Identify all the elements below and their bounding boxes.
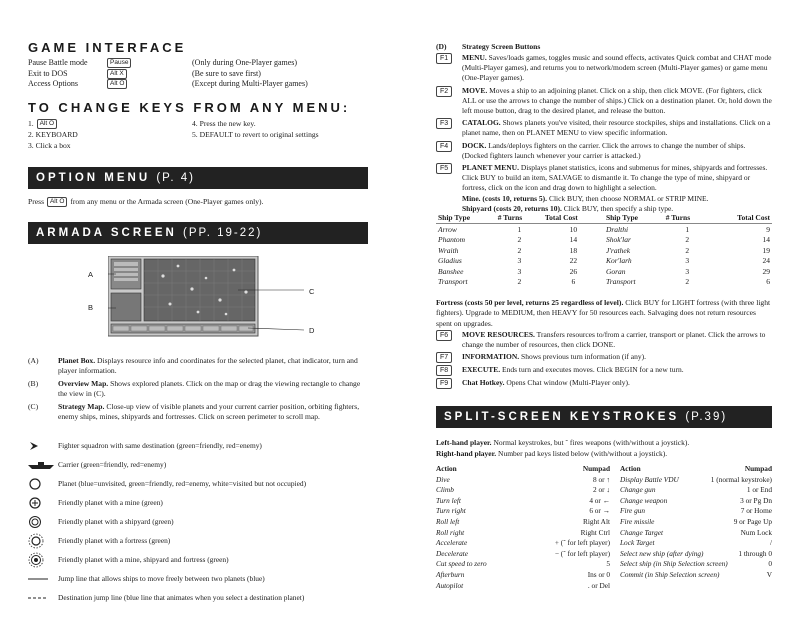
gi-note: (Except during Multi-Player games) — [192, 79, 308, 89]
ship-table-cell: 10 — [569, 224, 578, 234]
keystroke-value: 7 or Home — [740, 506, 772, 516]
diagram-label-a: A — [88, 270, 94, 279]
right-player-line: Right-hand player. Number pad keys listed below (with/without a joystick). — [436, 448, 668, 458]
keystroke-row — [436, 549, 610, 560]
keystroke-action: Display Battle VDU — [620, 474, 679, 484]
keystroke-value: V — [766, 569, 772, 579]
keystroke-left-header: Action Numpad — [436, 464, 610, 473]
keystroke-row — [620, 517, 772, 528]
legend-item: Friendly planet with a shipyard (green) — [28, 512, 368, 531]
change-keys-step5: 5. DEFAULT to revert to original settings — [192, 130, 319, 139]
alt-o-key: Alt O — [47, 197, 67, 207]
keystroke-value: / — [769, 538, 772, 548]
gi-note: (Be sure to save first) — [192, 68, 261, 78]
armada-item-b: (B) Overview Map. Shows explored planets. Click on the map or drag the viewing rectangle to change the view in (C). — [28, 378, 361, 399]
keystroke-action: Fire missile — [620, 516, 655, 526]
fighter-squadron-icon — [28, 441, 42, 451]
ship-table-cell: 14 — [569, 235, 578, 245]
keystroke-value: 0 — [768, 559, 772, 569]
fortress-text: Fortress (costs 50 per level, returns 25 regardless of level). Click BUY for LIGHT fortress (with three light fighters). Upgrade to MEDIUM, then HEAVY for 50 resources each. Salvaging does not return resources spent on upgrades. — [436, 298, 771, 328]
ship-table-row — [436, 277, 772, 288]
change-keys-step2: 2. KEYBOARD — [28, 130, 78, 140]
option-menu-title: OPTION MENU — [36, 172, 151, 184]
ship-table-cell: 29 — [762, 266, 770, 276]
keystroke-row — [436, 528, 610, 539]
ship-table-cell: J'rathek — [605, 245, 631, 255]
ship-table-cell: Transport — [605, 277, 636, 287]
keystroke-action: Change weapon — [620, 495, 668, 505]
keystroke-row — [620, 475, 772, 486]
keystroke-value: 1 or End — [746, 485, 772, 495]
keystroke-value: + (˜ for left player) — [554, 538, 610, 548]
jump-line-icon — [28, 576, 50, 582]
legend-item: Friendly planet with a fortress (green) — [28, 531, 368, 550]
legend-item: Jump line that allows ships to move freely between two planets (blue) — [28, 569, 368, 588]
left-player-line: Left-hand player. Normal keystrokes, but ˜ fires weapons (with/without a joystick). — [436, 438, 690, 447]
keystroke-value: 8 or ↑ — [592, 474, 610, 484]
keystroke-table — [436, 464, 772, 591]
ship-table-cell: Kor'larh — [605, 256, 632, 266]
ship-table-cell: 19 — [762, 245, 770, 255]
keystroke-row — [436, 506, 610, 517]
keystroke-action: Commit (in Ship Selection screen) — [620, 569, 720, 579]
ship-table-cell: 1 — [517, 224, 522, 234]
keystroke-action: Change gun — [620, 485, 656, 495]
ship-table-header: Ship Type # Turns Total Cost Ship Type # Turns Total Cost — [438, 213, 770, 222]
f6-row: F6 MOVE RESOURCES. Transfers resources to/from a carrier, transport or planet. Click the arrows to change the number of resources, then click DONE. — [436, 330, 772, 350]
keystroke-action: Accelerate — [436, 538, 468, 548]
option-menu-page: (P. 4) — [156, 172, 195, 184]
keystroke-action: Decelerate — [436, 548, 469, 558]
f3-key: F3 — [436, 118, 452, 129]
ship-table-cell: 2 — [685, 235, 690, 245]
change-keys-title: TO CHANGE KEYS FROM ANY MENU: — [28, 100, 351, 115]
planet-icon — [28, 477, 42, 491]
option-menu-text: Press Alt O from any menu or the Armada screen (One-Player games only). — [28, 197, 264, 206]
keystroke-action: Dive — [436, 474, 450, 484]
planet-shipyard-icon — [28, 515, 42, 529]
ship-table-cell: 3 — [685, 266, 690, 276]
ship-table-cell: Shok'lar — [605, 235, 631, 245]
armada-screen-header — [28, 222, 368, 244]
keystroke-row — [436, 538, 610, 549]
ship-table-cell: 2 — [517, 277, 522, 287]
f5-row: F5 PLANET MENU. Displays planet statistics, icons and submenus for mines, shipyards and fortresses. Click BUY to build an item, SALVAGE to dismantle it. To change the type of mine, shipyard or fortress, click on the icon and drag down to highlight a selection. Mine. (costs 10, returns 5). Click BUY, then choose NORMAL or STRIP MINE. Shipyard (costs 20, returns 10). Click BUY, then specify a ship type. — [436, 163, 772, 214]
f2-row: F2 MOVE. Moves a ship to an adjoining planet. Click on a ship, then click MOVE. (For fighters, click ALL or use the arrows to change the number of ships.) Click on a destination planet. Or, hold down the left mouse button, drag to the desired planet, and release the button. — [436, 86, 772, 117]
keystroke-row — [620, 496, 772, 507]
ship-table-row — [436, 224, 772, 235]
keystroke-row — [620, 485, 772, 496]
keystroke-row — [436, 581, 610, 592]
ship-table-row — [436, 256, 772, 267]
keystroke-action: Afterburn — [436, 569, 465, 579]
keystroke-value: 4 or ← — [589, 495, 610, 505]
alt-o-key: Alt O — [37, 119, 57, 129]
gi-row — [28, 79, 368, 90]
ship-table-cell: 3 — [517, 266, 522, 276]
ship-table-cell: 2 — [517, 245, 522, 255]
keystroke-value: Right Alt — [583, 516, 610, 526]
armada-item-c: (C) Strategy Map. Close-up view of visible planets and your current carrier position, orbiting fighters, enemy ships, mines, shipyards and fortresses. Click on screen perimeter to scroll map. — [28, 401, 360, 422]
planet-all-icon — [28, 552, 44, 568]
ship-table-cell: Gladius — [438, 256, 462, 266]
keystroke-action: Roll right — [436, 527, 465, 537]
f9-row: F9 Chat Hotkey. Opens Chat window (Multi-Player only). — [436, 378, 772, 389]
ship-table-cell: 9 — [766, 224, 770, 234]
game-interface-title: GAME INTERFACE — [28, 40, 187, 55]
game-interface-section — [28, 40, 368, 90]
keystroke-action: Turn right — [436, 506, 466, 516]
keystroke-value: 2 or ↓ — [592, 485, 610, 495]
keystroke-row — [620, 570, 772, 581]
f8-row: F8 EXECUTE. Ends turn and executes moves. Click BEGIN for a new turn. — [436, 365, 772, 376]
armada-screen-page: (PP. 19-22) — [183, 227, 263, 239]
split-players — [436, 438, 772, 459]
keystroke-row — [620, 506, 772, 517]
destination-line-icon — [28, 595, 50, 601]
keystroke-action: Cut speed to zero — [436, 559, 487, 569]
ship-table-cell: Transport — [438, 277, 468, 287]
keystroke-action: Turn left — [436, 495, 461, 505]
keystroke-value: 9 or Page Up — [733, 516, 772, 526]
diagram-label-c: C — [309, 287, 315, 296]
legend-item: Destination jump line (blue line that animates when you select a destination planet) — [28, 588, 368, 607]
ship-table — [436, 212, 772, 287]
split-screen-title: SPLIT-SCREEN KEYSTROKES — [444, 411, 680, 423]
keystroke-action: Roll left — [436, 516, 460, 526]
keystroke-row — [620, 528, 772, 539]
ship-table-cell: 2 — [685, 277, 690, 287]
split-screen-page: (P.39) — [685, 411, 728, 423]
more-keys-list — [436, 330, 772, 389]
keystroke-value: 6 or → — [589, 506, 610, 516]
f1-row: F1 MENU. Saves/loads games, toggles music and sound effects, activates Quick combat and CHAT mode (Multi-Player games), and returns you to network/modem screen (Multi-Player games) or game menu (One-Player games). — [436, 53, 772, 84]
ship-table-cell: Dralthi — [605, 224, 629, 234]
change-keys-step3: 3. Click a box — [28, 141, 71, 151]
strategy-buttons-list — [436, 53, 772, 214]
keystroke-left-col — [436, 464, 620, 591]
f2-key: F2 — [436, 86, 452, 97]
keystroke-value: 1 (normal keystroke) — [710, 474, 772, 484]
ship-table-cell: 18 — [569, 245, 578, 255]
alt-x-key: Alt X — [107, 69, 127, 79]
keystroke-row — [620, 549, 772, 560]
keystroke-right-header: Action Numpad — [620, 464, 772, 473]
gi-row — [28, 69, 368, 80]
game-interface-rows — [28, 58, 368, 90]
ship-table-row — [436, 266, 772, 277]
ship-table-cell: 26 — [569, 266, 578, 276]
ship-table-cell: Goran — [605, 266, 626, 276]
keystroke-action: Autopilot — [436, 580, 464, 590]
alt-o-key: Alt O — [107, 79, 127, 89]
f6-key: F6 — [436, 330, 452, 341]
ship-table-cell: 3 — [517, 256, 522, 266]
gi-action: Access Options — [28, 79, 78, 89]
f7-key: F7 — [436, 352, 452, 363]
change-keys-step1: 1. Alt O — [28, 118, 192, 129]
keystroke-row — [620, 559, 772, 570]
ship-table-row — [436, 245, 772, 256]
legend-item: Carrier (green=friendly, red=enemy) — [28, 455, 368, 474]
armada-screen-diagram — [108, 256, 308, 340]
ship-table-cell: 2 — [685, 245, 690, 255]
f1-key: F1 — [436, 53, 452, 64]
gi-action: Exit to DOS — [28, 68, 68, 78]
keystroke-action: Select ship (in Ship Selection screen) — [620, 559, 728, 569]
keystroke-value: Right Ctrl — [580, 527, 610, 537]
ship-table-cell: Wraith — [438, 245, 459, 255]
keystroke-action: Select new ship (after dying) — [620, 548, 704, 558]
keystroke-action: Fire gun — [620, 506, 646, 516]
ship-table-row — [436, 235, 772, 246]
keystroke-value: − (˜ for left player) — [554, 548, 610, 558]
change-keys-step4: 4. Press the new key. — [192, 119, 256, 128]
keystroke-value: 3 or Pg Dn — [740, 495, 772, 505]
f9-key: F9 — [436, 378, 452, 389]
planet-fortress-icon — [28, 533, 44, 549]
ship-table-cell: 6 — [571, 277, 576, 287]
carrier-icon — [28, 460, 56, 470]
pause-key: Pause — [107, 58, 131, 68]
f8-key: F8 — [436, 365, 452, 376]
ship-table-cell: Banshee — [438, 266, 464, 276]
ship-table-cell: 3 — [685, 256, 690, 266]
ship-table-cell: Phantom — [438, 235, 466, 245]
keystroke-value: 5 — [606, 559, 610, 569]
ship-table-cell: 6 — [766, 277, 770, 287]
keystroke-action: Change Target — [620, 527, 664, 537]
change-keys-section — [28, 100, 368, 151]
strategy-buttons-header: (D) Strategy Screen Buttons — [436, 42, 541, 51]
legend-item: Fighter squadron with same destination (green=friendly, red=enemy) — [28, 436, 368, 455]
planet-mine-icon — [28, 496, 42, 510]
f7-row: F7 INFORMATION. Shows previous turn information (if any). — [436, 352, 772, 363]
f4-row: F4 DOCK. Lands/deploys fighters on the carrier. Click the arrows to change the number of ships. (Docked fighters launch whenever your carrier is attacked.) — [436, 141, 772, 161]
option-menu-header — [28, 167, 368, 189]
f4-key: F4 — [436, 141, 452, 152]
keystroke-value: . or Del — [587, 580, 610, 590]
diagram-label-d: D — [309, 326, 315, 335]
keystroke-right-col — [620, 464, 772, 591]
diagram-label-b: B — [88, 303, 94, 312]
keystroke-value: Ins or 0 — [587, 569, 610, 579]
ship-table-cell: Arrow — [438, 224, 457, 234]
legend-list — [28, 436, 368, 607]
gi-row — [28, 58, 368, 69]
keystroke-value: 1 through 0 — [738, 548, 772, 558]
keystroke-row — [436, 475, 610, 486]
keystroke-row — [436, 496, 610, 507]
strategy-buttons-title: Strategy Screen Buttons — [462, 42, 541, 51]
gi-action: Pause Battle mode — [28, 58, 88, 67]
armada-screen-title: ARMADA SCREEN — [36, 227, 177, 239]
keystroke-row — [620, 538, 772, 549]
f3-row: F3 CATALOG. Shows planets you've visited, their resource stockpiles, ships and installations. Click on a planet name, then on PLANET MENU to view specific information. — [436, 118, 772, 138]
keystroke-row — [436, 485, 610, 496]
ship-table-cell: 1 — [685, 224, 690, 234]
split-screen-header — [436, 406, 772, 428]
legend-item: Friendly planet with a mine (green) — [28, 493, 368, 512]
gi-note: (Only during One-Player games) — [192, 58, 298, 67]
legend-item: Friendly planet with a mine, shipyard and fortress (green) — [28, 550, 368, 569]
keystroke-action: Climb — [436, 485, 454, 495]
legend-item: Planet (blue=unvisited, green=friendly, red=enemy, white=visited but not occupied) — [28, 474, 368, 493]
armada-item-a: (A) Planet Box. Displays resource info and coordinates for the selected planet, chat indicator, turn and player information. — [28, 356, 358, 376]
ship-table-cell: 22 — [569, 256, 578, 266]
keystroke-row — [436, 570, 610, 581]
ship-table-cell: 2 — [517, 235, 522, 245]
armada-items — [28, 356, 368, 422]
keystroke-action: Lock Target — [620, 538, 655, 548]
keystroke-row — [436, 559, 610, 570]
keystroke-row — [436, 517, 610, 528]
ship-table-cell: 14 — [762, 235, 770, 245]
keystroke-value: Num Lock — [740, 527, 772, 537]
f5-key: F5 — [436, 163, 452, 174]
ship-table-cell: 24 — [762, 256, 770, 266]
armada-screenshot — [108, 256, 308, 340]
